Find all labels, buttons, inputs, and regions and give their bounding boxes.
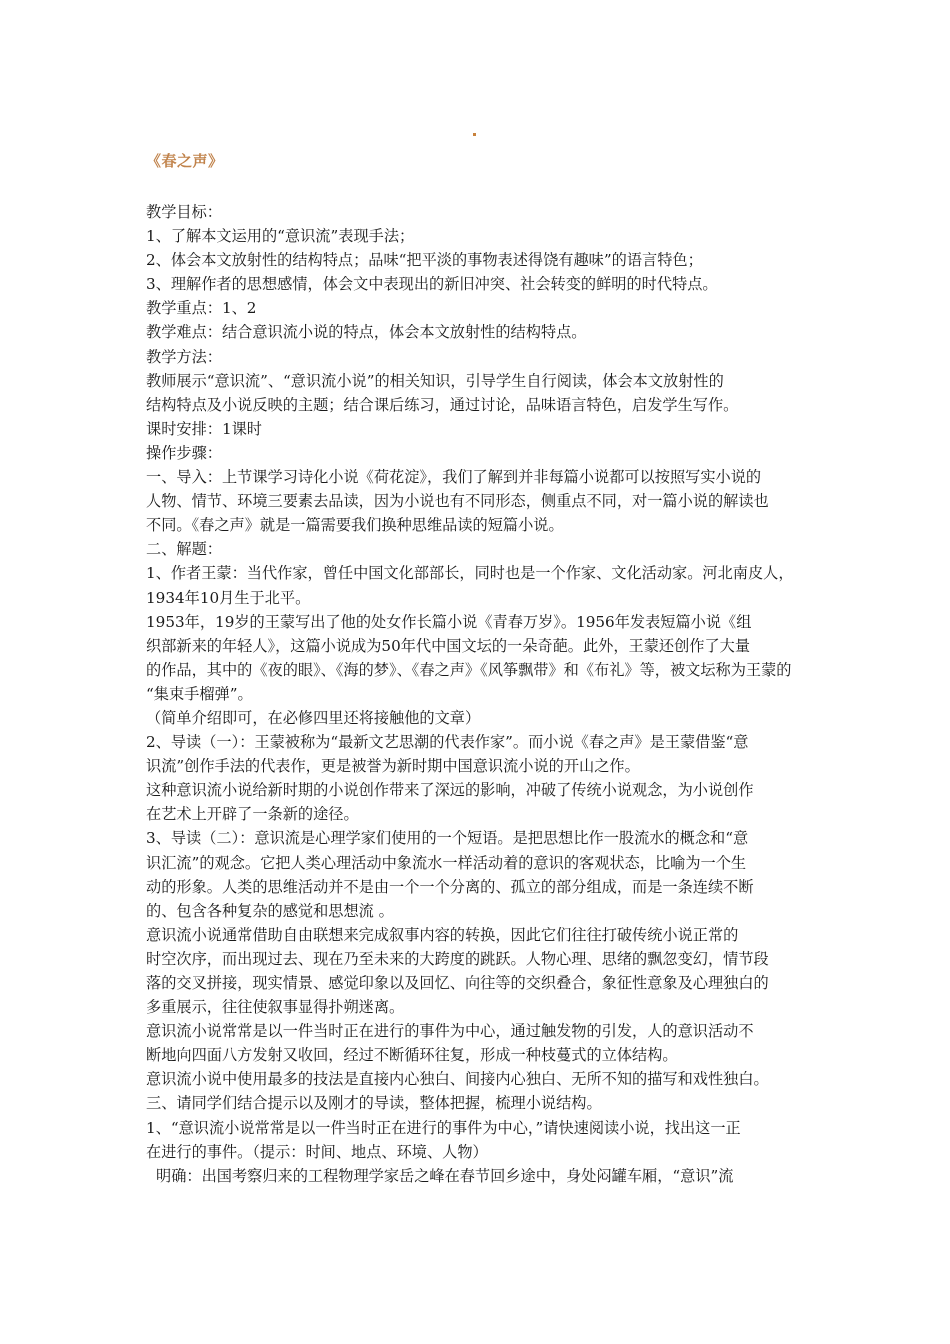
document-body	[146, 200, 826, 1188]
text-line: 教师展示“意识流”、“意识流小说”的相关知识，引导学生自行阅读，体会本文放射性的	[146, 371, 724, 390]
text-line: 操作步骤：	[146, 443, 222, 462]
text-line: 2、体会本文放射性的结构特点；品味“把平淡的事物表述得饶有趣味”的语言特色；	[146, 251, 703, 270]
text-line: 3、理解作者的思想感情，体会文中表现出的新旧冲突、社会转变的鲜明的时代特点。	[146, 275, 718, 294]
text-line: 1、作者王蒙：当代作家，曾任中国文化部部长，同时也是一个作家、文化活动家。河北南皮人，	[146, 564, 794, 583]
text-line: “集束手榴弹”。	[146, 684, 253, 703]
text-line: 意识流小说通常借助自由联想来完成叙事内容的转换，因此它们往往打破传统小说正常的	[146, 925, 739, 944]
text-line: 落的交叉拼接，现实情景、感觉印象以及回忆、向往等的交织叠合，象征性意象及心理独白的	[146, 974, 769, 992]
header-dot-mark	[473, 133, 476, 136]
text-line: 三、请同学们结合提示以及刚才的导读，整体把握，梳理小说结构。	[146, 1094, 602, 1113]
text-line: 1、“意识流小说常常是以一件当时正在进行的事件为中心，”请快速阅读小说，找出这一正	[146, 1118, 741, 1137]
text-line: 意识流小说常常是以一件当时正在进行的事件为中心，通过触发物的引发，人的意识活动不	[146, 1022, 754, 1041]
text-line: 1953年，19岁的王蒙写出了他的处女作长篇小说《青春万岁》。1956年发表短篇小说《组	[146, 612, 752, 631]
text-line: 一、导入：上节课学习诗化小说《荷花淀》，我们了解到并非每篇小说都可以按照写实小说的	[146, 468, 762, 487]
text-line: 断地向四面八方发射又收回，经过不断循环往复，形成一种枝蔓式的立体结构。	[146, 1046, 678, 1065]
text-line: 课时安排：1课时	[146, 419, 262, 438]
text-line: 的、包含各种复杂的感觉和思想流 。	[146, 901, 394, 920]
text-line: 教学重点：1、2	[146, 299, 257, 318]
document-title: 《春之声》	[146, 152, 224, 170]
text-line: 意识流小说中使用最多的技法是直接内心独白、间接内心独白、无所不知的描写和戏性独白。	[146, 1070, 769, 1089]
text-line: 结构特点及小说反映的主题；结合课后练习，通过讨论，品味语言特色，启发学生写作。	[146, 395, 739, 414]
text-line: 二、解题：	[146, 540, 222, 559]
text-line: （简单介绍即可，在必修四里还将接触他的文章）	[146, 708, 481, 727]
text-line: 明确：出国考察归来的工程物理学家岳之峰在春节回乡途中，身处闷罐车厢，“意识”流	[156, 1166, 734, 1185]
text-line: 在艺术上开辟了一条新的途径。	[146, 805, 359, 824]
text-line: 不同。《春之声》就是一篇需要我们换种思维品读的短篇小说。	[146, 516, 564, 535]
text-line: 1、了解本文运用的“意识流”表现手法；	[146, 227, 415, 246]
text-line: 识流”创作手法的代表作，更是被誉为新时期中国意识流小说的开山之作。	[146, 757, 640, 776]
text-line: 1934年10月生于北平。	[146, 588, 311, 607]
text-line: 教学目标：	[146, 203, 222, 221]
text-line: 教学方法：	[146, 347, 222, 366]
text-line: 多重展示，往往使叙事显得扑朔迷离。	[146, 998, 405, 1017]
text-line: 动的形象。人类的思维活动并不是由一个一个分离的、孤立的部分组成，而是一条连续不断	[146, 877, 754, 896]
text-line: 时空次序，而出现过去、现在乃至未来的大跨度的跳跃。人物心理、思绪的飘忽变幻，情节段	[146, 949, 769, 968]
text-line: 在进行的事件。（提示：时间、地点、环境、人物）	[146, 1142, 488, 1161]
text-line: 教学难点：结合意识流小说的特点，体会本文放射性的结构特点。	[146, 323, 587, 342]
text-line: 2、导读（一）：王蒙被称为“最新文艺思潮的代表作家”。而小说《春之声》是王蒙借鉴“意	[146, 733, 749, 752]
text-line: 3、导读（二）：意识流是心理学家们使用的一个短语。是把思想比作一股流水的概念和“意	[146, 829, 749, 848]
text-line: 人物、情节、环境三要素去品读，因为小说也有不同形态，侧重点不同，对一篇小说的解读也	[146, 492, 769, 511]
text-line: 识汇流”的观念。它把人类心理活动中象流水一样活动着的意识的客观状态，比喻为一个生	[146, 853, 747, 872]
text-line: 的作品，其中的《夜的眼》、《海的梦》、《春之声》《风筝飘带》和《布礼》等，被文坛称为王蒙的	[146, 660, 792, 679]
text-line: 织部新来的年轻人》，这篇小说成为50年代中国文坛的一朵奇葩。此外，王蒙还创作了大量	[146, 636, 751, 655]
text-line: 这种意识流小说给新时期的小说创作带来了深远的影响，冲破了传统小说观念，为小说创作	[146, 781, 754, 800]
